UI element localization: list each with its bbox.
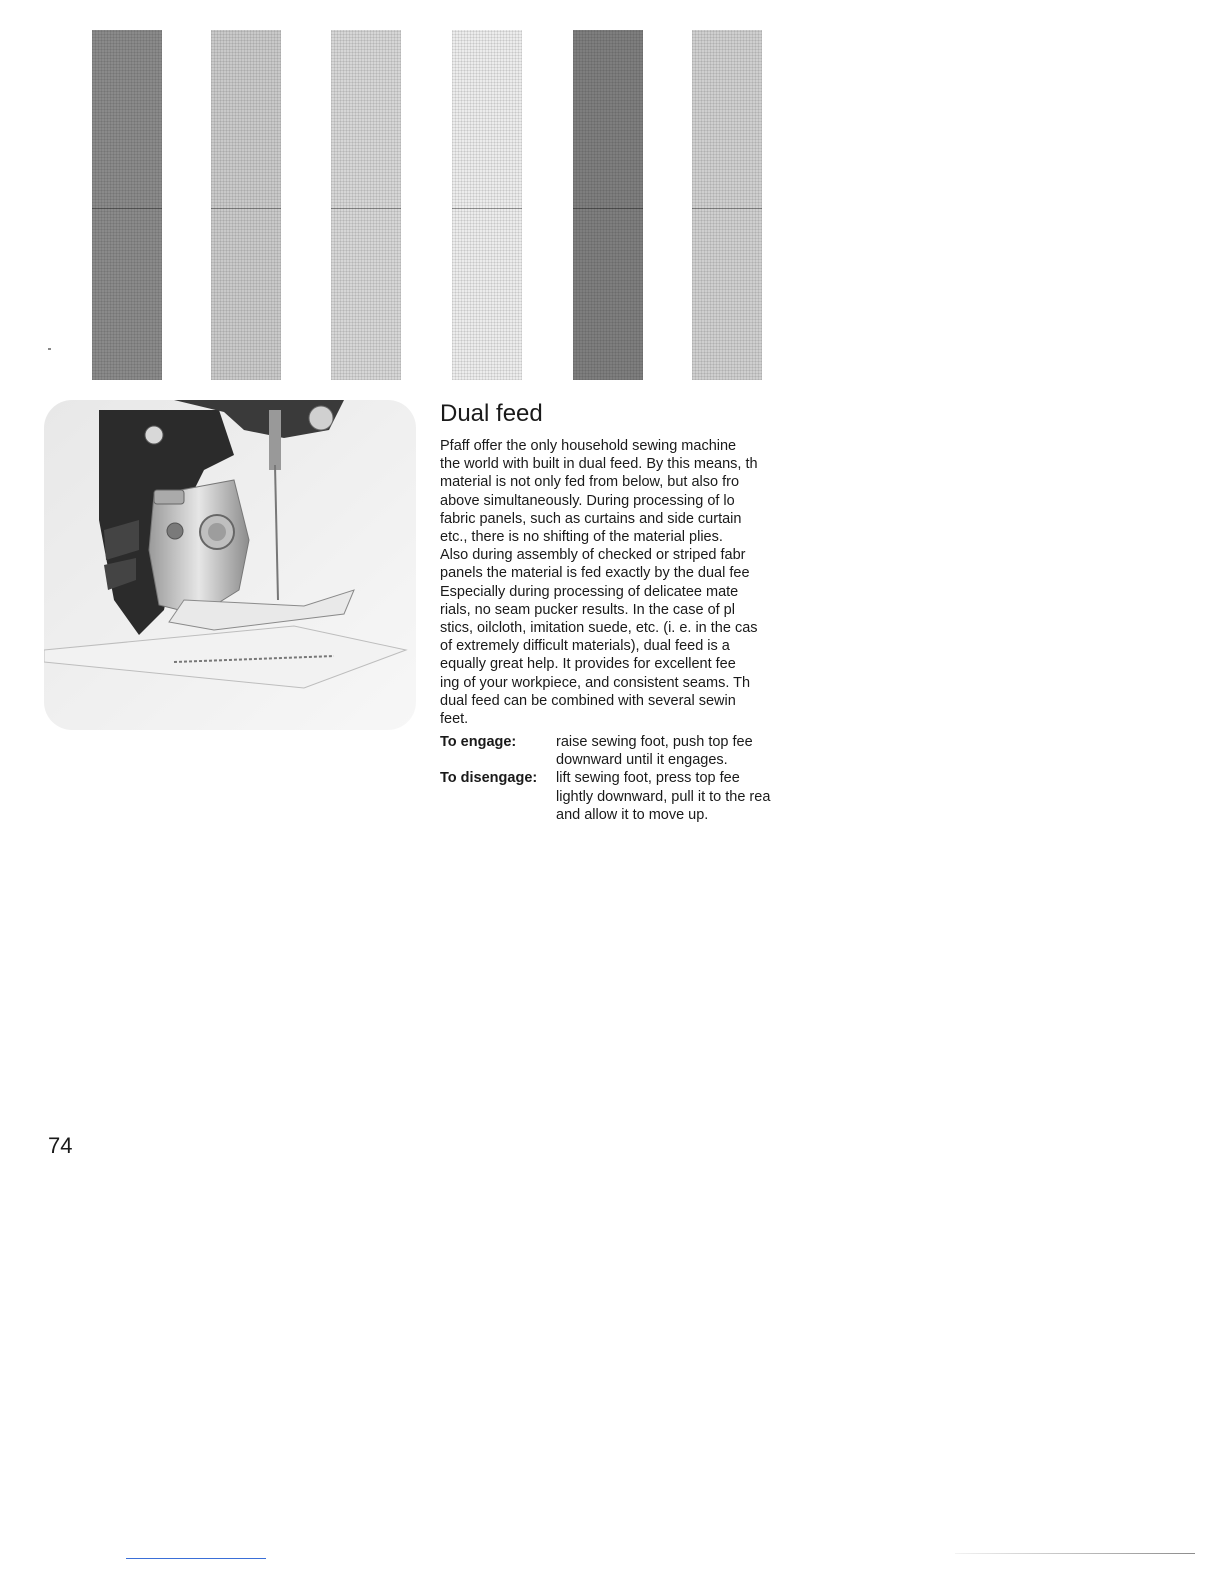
body-line: dual feed can be combined with several sewin — [440, 692, 736, 709]
body-line: material is not only fed from below, but also fro — [440, 474, 740, 491]
instruction-description — [556, 733, 794, 769]
fabric-swatch — [92, 30, 162, 380]
instruction-list — [440, 733, 800, 824]
instruction-line: lightly downward, pull it to the rea — [556, 788, 771, 805]
dual-feed-photo — [44, 400, 416, 750]
footer-link-underline — [126, 1558, 266, 1559]
body-line: Also during assembly of checked or striped fabr — [440, 547, 746, 564]
body-line: etc., there is no shifting of the material plies. — [440, 529, 723, 546]
instruction-engage — [440, 733, 800, 769]
instruction-line: lift sewing foot, press top fee — [556, 770, 740, 787]
body-line: ing of your workpiece, and consistent seams. Th — [440, 674, 751, 691]
instruction-term: To engage: — [440, 734, 517, 750]
instruction-description — [556, 769, 794, 824]
body-line: of extremely difficult materials), dual feed is a — [440, 638, 730, 655]
body-line: the world with built in dual feed. By this means, th — [440, 456, 758, 473]
instruction-term: To disengage: — [440, 770, 538, 787]
footer-rule — [955, 1553, 1195, 1554]
body-line: fabric panels, such as curtains and side curtain — [440, 510, 742, 527]
instruction-line: downward until it engages. — [556, 752, 728, 769]
instruction-line: and allow it to move up. — [556, 806, 709, 823]
body-line: Especially during processing of delicatee mate — [440, 583, 739, 600]
section-body — [440, 437, 800, 728]
instruction-disengage — [440, 769, 800, 824]
fabric-swatch — [692, 30, 762, 380]
body-line: panels the material is fed exactly by the dual fee — [440, 565, 750, 582]
fabric-swatch — [211, 30, 281, 380]
fabric-swatch — [452, 30, 522, 380]
section-title: Dual feed — [440, 400, 543, 427]
body-line: stics, oilcloth, imitation suede, etc. (i. e. in the cas — [440, 620, 758, 637]
body-line: feet. — [440, 711, 469, 728]
body-line: equally great help. It provides for excellent fee — [440, 656, 736, 673]
body-line: rials, no seam pucker results. In the case of pl — [440, 601, 735, 618]
body-line: Pfaff offer the only household sewing machine — [440, 438, 737, 454]
body-line: above simultaneously. During processing of lo — [440, 492, 735, 509]
fabric-swatch — [573, 30, 643, 380]
page-number: 74 — [48, 1133, 73, 1158]
fabric-swatch — [331, 30, 401, 380]
scan-speck — [48, 348, 51, 350]
instruction-line: raise sewing foot, push top fee — [556, 734, 753, 750]
